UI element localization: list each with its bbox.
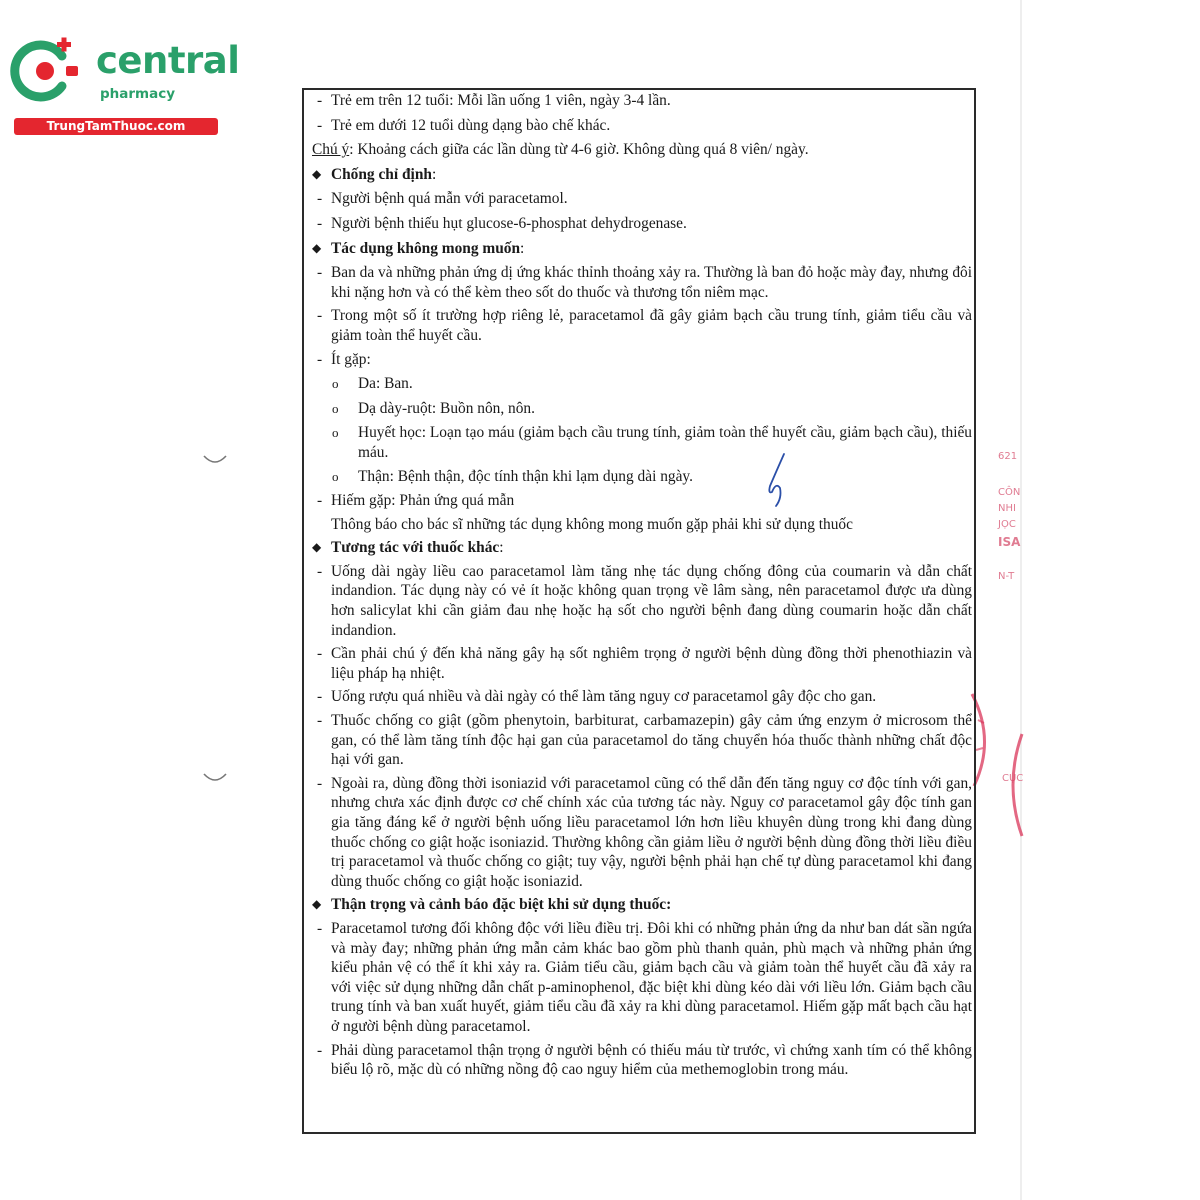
list-item: - Phải dùng paracetamol thận trọng ở người bệnh có thiếu máu từ trước, vì chứng xanh tím có thể không biểu lộ rõ, mặc dù có những nồng độ cao nguy hiểm của methemoglobin trong máu.: [317, 1041, 972, 1079]
list-item: - Người bệnh quá mẫn với paracetamol.: [317, 190, 568, 208]
diamond-bullet-icon: ◆: [312, 540, 322, 555]
note-label: Chú ý: [312, 141, 350, 159]
circle-bullet-icon: o: [332, 425, 339, 441]
sub-list-item: o Huyết học: Loạn tạo máu (giảm bạch cầu trung tính, giảm toàn thể huyết cầu, giảm bạch cầu), thiếu máu.: [332, 424, 972, 461]
list-item: - Ít gặp:: [317, 350, 371, 368]
note-text: : Khoảng cách giữa các lần dùng từ 4-6 giờ. Không dùng quá 8 viên/ ngày.: [349, 141, 809, 159]
margin-fragment: ISA: [998, 535, 1021, 549]
sub-list-item: o Thận: Bệnh thận, độc tính thận khi lạm dụng dài ngày.: [332, 467, 693, 485]
margin-fragment: CÔN: [998, 487, 1021, 498]
list-item: - Trong một số ít trường hợp riêng lẻ, paracetamol đã gây giảm bạch cầu trung tính, giảm tiểu cầu và giảm toàn thể huyết cầu.: [317, 307, 972, 344]
punch-hole-bottom: [202, 772, 228, 784]
central-pharmacy-c-cross-icon: [10, 36, 80, 106]
list-item: - Uống rượu quá nhiều và dài ngày có thể làm tăng nguy cơ paracetamol gây độc cho gan.: [317, 688, 877, 706]
list-item: - Uống dài ngày liều cao paracetamol làm tăng nhẹ tác dụng chống đông của coumarin và dẫn chất indandion. Tác dụng này có vẻ ít hoặc không quan trọng về lâm sàng, nên paracetamol được ưa dùng hơn salicylat khi cần giảm đau nhẹ hoặc hạ sốt cho người bệnh đang dùng coumarin hoặc dẫn chất indandion.: [317, 562, 972, 639]
section-heading-side-effects: ◆ Tác dụng không mong muốn:: [312, 239, 525, 257]
list-item: - Hiếm gặp: Phản ứng quá mẫn: [317, 492, 515, 510]
circle-bullet-icon: o: [332, 400, 339, 416]
circle-bullet-icon: o: [332, 468, 339, 484]
dosage-note: [312, 140, 972, 160]
section-heading-contraindications: ◆ Chống chỉ định:: [312, 165, 437, 183]
list-item: - Thuốc chống co giật (gồm phenytoin, barbiturat, carbamazepin) gây cảm ứng enzym ở microsom thể gan, có thể làm tăng tính độc hại gan của paracetamol do tăng chuyển hóa thuốc thành những chất độc hại với gan.: [317, 712, 972, 769]
brand-subtitle: pharmacy: [100, 86, 176, 102]
page-edge-line: [1020, 0, 1022, 1200]
list-item: - Người bệnh thiếu hụt glucose-6-phosphat dehydrogenase.: [317, 214, 687, 232]
central-pharmacy-logo: [10, 36, 240, 136]
leaflet-content: [312, 91, 972, 1080]
report-note: Thông báo cho bác sĩ những tác dụng không mong muốn gặp phải khi sử dụng thuốc: [331, 515, 853, 533]
brand-name: central: [96, 39, 240, 82]
list-item: - Ngoài ra, dùng đồng thời isoniazid với paracetamol cũng có thể dẫn đến tăng nguy cơ độc tính với gan, nhưng chưa xác định được cơ chế chính xác của tương tác này. Nguy cơ paracetamol gây độc tính gan gia tăng đáng kể ở người bệnh uống liều paracetamol lớn hơn liều khuyên dùng trong khi đang dùng thuốc chống co giật hoặc isoniazid. Thường không cần giảm liều ở người bệnh dùng đồng thời liều điều trị paracetamol và thuốc chống co giật; tuy vậy, người bệnh phải hạn chế tự dùng paracetamol khi đang dùng thuốc chống co giật hoặc isoniazid.: [317, 774, 972, 890]
diamond-bullet-icon: ◆: [312, 240, 322, 255]
dosage-line: - Trẻ em trên 12 tuổi: Mỗi lần uống 1 viên, ngày 3-4 lần.: [317, 92, 671, 109]
margin-fragment: JỌC: [998, 519, 1016, 530]
margin-fragment: 621: [998, 451, 1018, 462]
diamond-bullet-icon: ◆: [312, 166, 322, 181]
punch-hole-top: [202, 454, 228, 466]
brand-website: TrungTamThuoc.com: [14, 118, 218, 135]
red-stamp-arc-right: [1004, 730, 1024, 840]
list-item: - Cần phải chú ý đến khả năng gây hạ sốt nghiêm trọng ở người bệnh dùng đồng thời phenothiazin và liệu pháp hạ nhiệt.: [317, 645, 972, 682]
section-heading-precautions: ◆ Thận trọng và cảnh báo đặc biệt khi sử dụng thuốc:: [312, 896, 672, 914]
dosage-line: - Trẻ em dưới 12 tuổi dùng dạng bào chế khác.: [317, 116, 611, 134]
sub-list-item: o Dạ dày-ruột: Buồn nôn, nôn.: [332, 399, 535, 417]
circle-bullet-icon: o: [332, 376, 339, 392]
margin-fragment: CỤC: [1002, 773, 1024, 784]
list-item: - Ban da và những phản ứng dị ứng khác thỉnh thoảng xảy ra. Thường là ban đỏ hoặc mày đay, nhưng đôi khi nặng hơn và có thể kèm theo sốt do thuốc và thương tổn niêm mạc.: [317, 264, 972, 301]
section-heading-interactions: ◆ Tương tác với thuốc khác:: [312, 539, 504, 557]
sub-list-item: o Da: Ban.: [332, 375, 413, 393]
list-item: - Paracetamol tương đối không độc với liều điều trị. Đôi khi có những phản ứng da như ban dát sần ngứa và mày đay; những phản ứng mẫn cảm khác bao gồm phù thanh quản, phù mạch và những phản ứng kiểu phản vệ có thể ít khi xảy ra. Giảm tiểu cầu, giảm bạch cầu và giảm toàn thể huyết cầu đã xảy ra với việc sử dụng những dẫn chất p-aminophenol, đặc biệt khi dùng kéo dài với liều lớn. Giảm bạch cầu trung tính và ban xuất huyết, giảm tiểu cầu đã xảy ra khi dùng paracetamol. Hiếm gặp mất bạch cầu hạt ở người bệnh dùng paracetamol.: [317, 919, 972, 1035]
margin-fragment: N-T: [998, 571, 1015, 582]
margin-fragment: NHI: [998, 503, 1016, 514]
diamond-bullet-icon: ◆: [312, 897, 322, 912]
